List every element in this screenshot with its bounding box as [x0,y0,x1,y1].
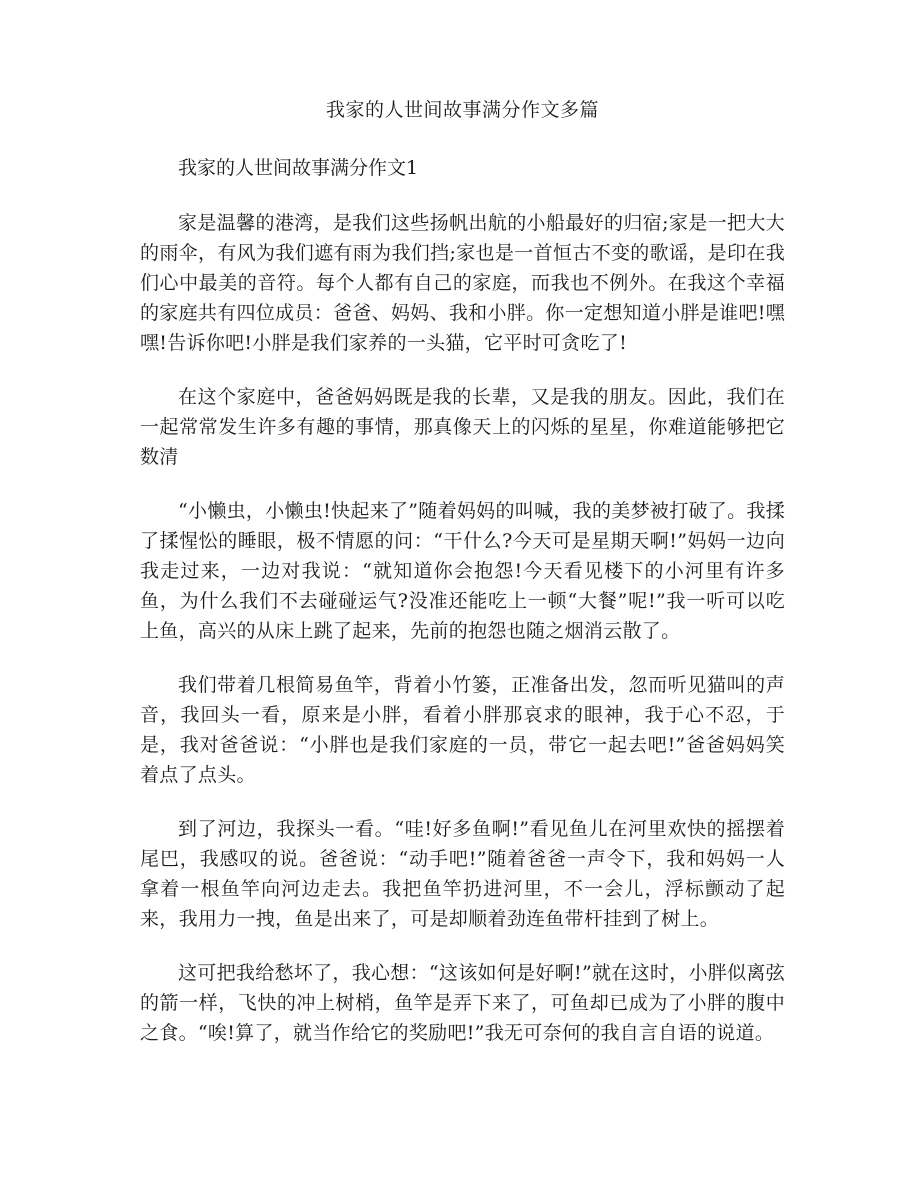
paragraph-4: 我们带着几根简易鱼竿，背着小竹篓，正准备出发，忽而听见猫叫的声音，我回头一看，原来是小胖，看着小胖那哀求的眼神，我于心不忍，于是，我对爸爸说：“小胖也是我们家庭的一员，带它一起去吧!”爸爸妈妈笑着点了点头。 [140,674,785,786]
paragraph-1: 家是温馨的港湾，是我们这些扬帆出航的小船最好的归宿;家是一把大大的雨伞，有风为我们遮有雨为我们挡;家也是一首恒古不变的歌谣，是印在我们心中最美的音符。每个人都有自己的家庭，而我也不例外。在我这个幸福的家庭共有四位成员：爸爸、妈妈、我和小胖。你一定想知道小胖是谁吧!嘿嘿!告诉你吧!小胖是我们家养的一头猫，它平时可贪吃了! [140,212,785,354]
paragraph-3: “小懒虫，小懒虫!快起来了”随着妈妈的叫喊，我的美梦被打破了。我揉了揉惺忪的睡眼，极不情愿的问：“干什么?今天可是星期天啊!”妈妈一边向我走过来，一边对我说：“就知道你会抱怨!今天看见楼下的小河里有许多鱼，为什么我们不去碰碰运气?没准还能吃上一顿“大餐”呢!”我一听可以吃上鱼，高兴的从床上跳了起来，先前的抱怨也随之烟消云散了。 [140,500,785,642]
paragraph-2: 在这个家庭中，爸爸妈妈既是我的长辈，又是我的朋友。因此，我们在一起常常发生许多有趣的事情，那真像天上的闪烁的星星，你难道能够把它数清 [140,386,785,468]
document-page [140,96,785,1072]
section-heading: 我家的人世间故事满分作文1 [178,157,419,179]
paragraph-6: 这可把我给愁坏了，我心想：“这该如何是好啊!”就在这时，小胖似离弦的箭一样，飞快的冲上树梢，鱼竿是弄下来了，可鱼却已成为了小胖的腹中之食。“唉!算了，就当作给它的奖励吧!”我无可奈何的我自言自语的说道。 [140,962,785,1044]
paragraph-5: 到了河边，我探头一看。“哇!好多鱼啊!”看见鱼儿在河里欢快的摇摆着尾巴，我感叹的说。爸爸说：“动手吧!”随着爸爸一声令下，我和妈妈一人拿着一根鱼竿向河边走去。我把鱼竿扔进河里，不一会儿，浮标颤动了起来，我用力一拽，鱼是出来了，可是却顺着劲连鱼带杆挂到了树上。 [140,818,785,930]
document-title: 我家的人世间故事满分作文多篇 [325,99,599,121]
